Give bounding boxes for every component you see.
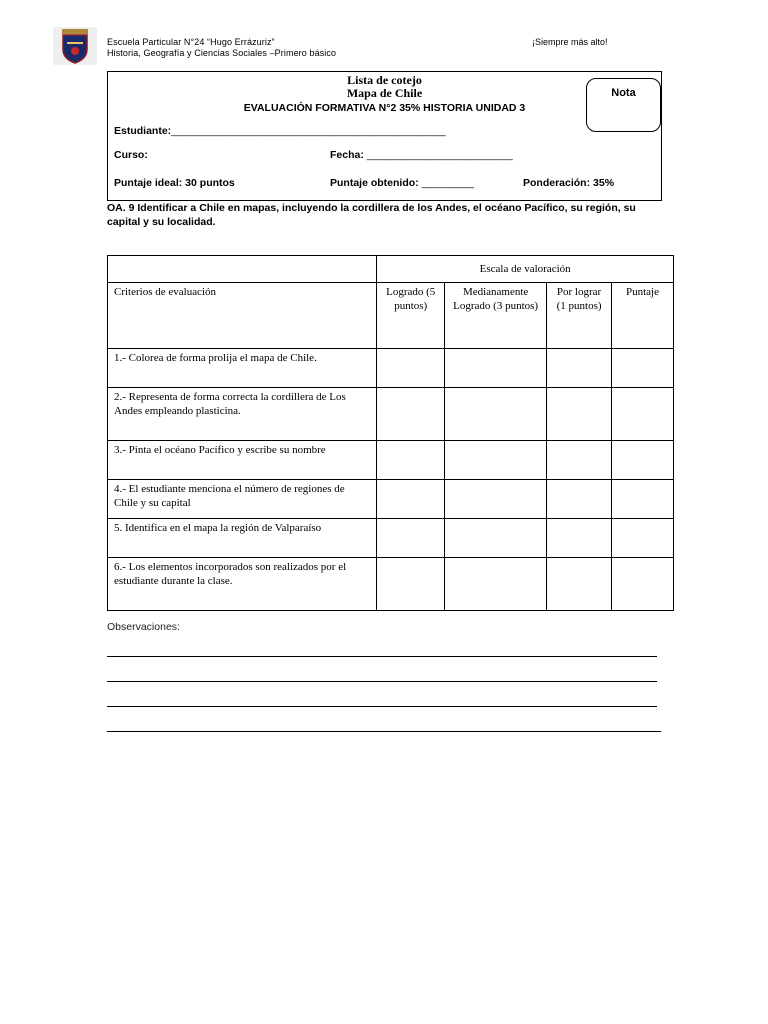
cell-achieved-3[interactable] xyxy=(377,441,445,480)
scale-title: Escala de valoración xyxy=(377,256,674,283)
criterion-6: 6.- Los elementos incorporados son realizados por el estudiante durante la clase. xyxy=(108,558,377,611)
obtained-score-field[interactable] xyxy=(330,177,474,189)
col-partially-achieved: Medianamente Logrado (3 puntos) xyxy=(445,283,547,349)
course-label: Curso: xyxy=(114,149,148,161)
criterion-4: 4.- El estudiante menciona el número de regiones de Chile y su capital xyxy=(108,480,377,519)
school-name: Escuela Particular N°24 “Hugo Errázuriz” xyxy=(107,37,275,47)
table-row xyxy=(108,519,674,558)
criterion-3: 3.- Pinta el océano Pacífico y escribe su nombre xyxy=(108,441,377,480)
cell-achieved-5[interactable] xyxy=(377,519,445,558)
col-achieved: Logrado (5 puntos) xyxy=(377,283,445,349)
table-header-row xyxy=(108,283,674,349)
col-not-achieved: Por lograr (1 puntos) xyxy=(547,283,612,349)
cell-not-achieved-1[interactable] xyxy=(547,349,612,388)
student-field[interactable] xyxy=(114,125,446,137)
cell-partial-5[interactable] xyxy=(445,519,547,558)
table-row xyxy=(108,558,674,611)
school-subject: Historia, Geografía y Ciencias Sociales –Primero básico xyxy=(107,48,337,58)
cell-partial-1[interactable] xyxy=(445,349,547,388)
criterion-5: 5. Identifica en el mapa la región de Valparaíso xyxy=(108,519,377,558)
table-cell xyxy=(108,256,377,283)
cell-not-achieved-4[interactable] xyxy=(547,480,612,519)
student-label: Estudiante: xyxy=(114,125,172,137)
cell-achieved-2[interactable] xyxy=(377,388,445,441)
date-label: Fecha: xyxy=(330,149,364,161)
table-row xyxy=(108,256,674,283)
col-score: Puntaje xyxy=(612,283,674,349)
obtained-label: Puntaje obtenido: xyxy=(330,177,419,189)
observation-line-3[interactable] xyxy=(107,706,657,707)
student-blank: _______________________________________________ xyxy=(171,125,446,137)
observations-label: Observaciones: xyxy=(107,621,180,633)
table-row xyxy=(108,441,674,480)
form-title-map: Mapa de Chile xyxy=(346,86,423,100)
ideal-score: Puntaje ideal: 30 puntos xyxy=(114,177,235,189)
cell-not-achieved-5[interactable] xyxy=(547,519,612,558)
cell-not-achieved-2[interactable] xyxy=(547,388,612,441)
cell-not-achieved-3[interactable] xyxy=(547,441,612,480)
criterion-1: 1.- Colorea de forma prolija el mapa de Chile. xyxy=(108,349,377,388)
evaluation-header-box xyxy=(107,71,662,201)
cell-achieved-4[interactable] xyxy=(377,480,445,519)
grade-label: Nota xyxy=(611,87,636,99)
date-field[interactable] xyxy=(330,149,513,161)
cell-score-4[interactable] xyxy=(612,480,674,519)
cell-score-6[interactable] xyxy=(612,558,674,611)
grade-box[interactable] xyxy=(586,78,661,132)
school-motto: ¡Siempre más alto! xyxy=(532,37,608,47)
table-row xyxy=(108,388,674,441)
cell-partial-6[interactable] xyxy=(445,558,547,611)
date-blank: _________________________ xyxy=(366,149,513,161)
cell-achieved-1[interactable] xyxy=(377,349,445,388)
cell-score-5[interactable] xyxy=(612,519,674,558)
learning-objective: OA. 9 Identificar a Chile en mapas, incluyendo la cordillera de los Andes, el océano Pacífico, su región, su capital y su localidad. xyxy=(107,202,636,228)
cell-score-3[interactable] xyxy=(612,441,674,480)
cell-not-achieved-6[interactable] xyxy=(547,558,612,611)
rubric-table xyxy=(107,255,674,611)
cell-score-1[interactable] xyxy=(612,349,674,388)
observation-line-1[interactable] xyxy=(107,656,657,657)
form-title: Lista de cotejo xyxy=(347,73,422,87)
cell-partial-3[interactable] xyxy=(445,441,547,480)
table-row xyxy=(108,480,674,519)
course-field[interactable] xyxy=(114,149,148,161)
cell-partial-2[interactable] xyxy=(445,388,547,441)
cell-score-2[interactable] xyxy=(612,388,674,441)
observation-line-2[interactable] xyxy=(107,681,657,682)
school-logo xyxy=(53,27,97,65)
criterion-2: 2.- Representa de forma correcta la cordillera de Los Andes empleando plasticina. xyxy=(108,388,377,441)
criteria-header: Criterios de evaluación xyxy=(108,283,377,349)
weighting: Ponderación: 35% xyxy=(523,177,615,189)
observation-line-4[interactable] xyxy=(107,731,661,732)
cell-partial-4[interactable] xyxy=(445,480,547,519)
obtained-blank: _________ xyxy=(421,177,475,189)
table-row xyxy=(108,349,674,388)
cell-achieved-6[interactable] xyxy=(377,558,445,611)
form-subtitle: EVALUACIÓN FORMATIVA N°2 35% HISTORIA UNIDAD 3 xyxy=(243,102,526,114)
